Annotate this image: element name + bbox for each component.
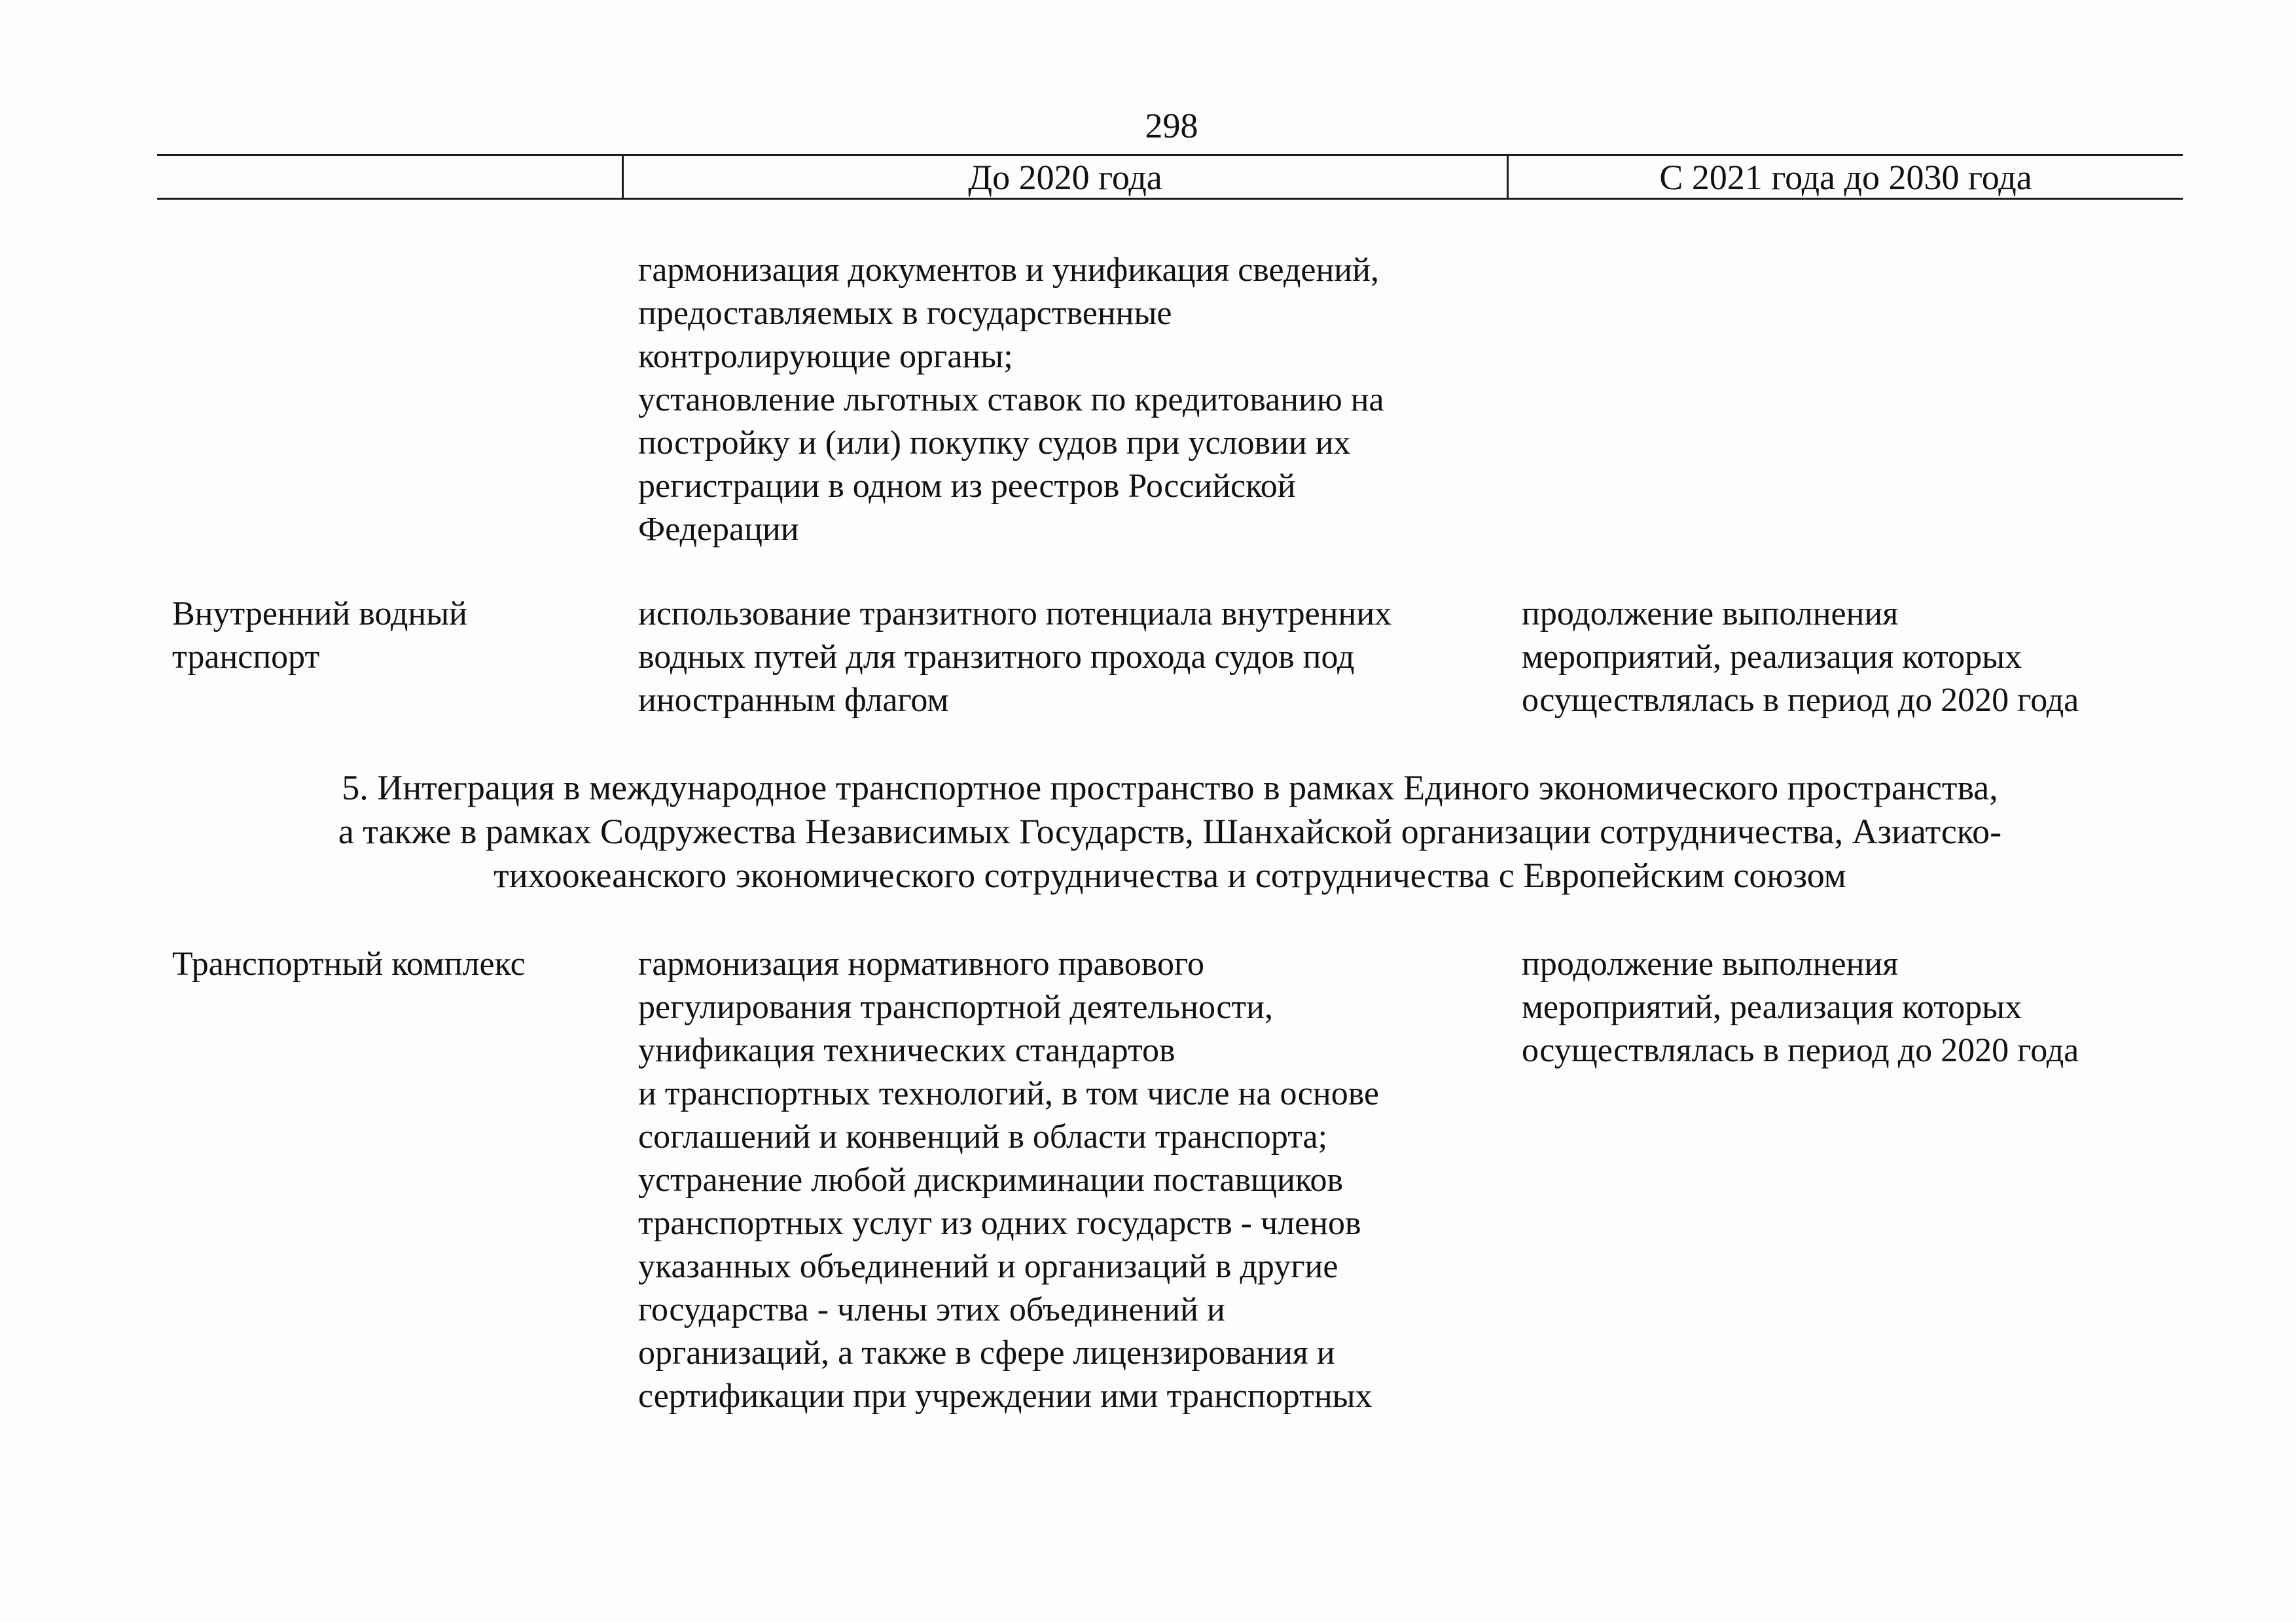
text-line: указанных объединений и организаций в другие <box>638 1248 1338 1285</box>
text-line: иностранным флагом <box>638 682 949 719</box>
text-line: регистрации в одном из реестров Российской <box>638 467 1296 505</box>
text-line: использование транзитного потенциала внутренних <box>638 595 1392 632</box>
section-heading-line: 5. Интеграция в международное транспортное пространство в рамках Единого экономического пространства, <box>342 768 1998 807</box>
text-line: Федерации <box>638 511 799 548</box>
text-line: Внутренний водный <box>172 595 468 632</box>
text-line: продолжение выполнения <box>1522 945 1899 983</box>
text-line: унификация технических стандартов <box>638 1032 1175 1069</box>
text-line: продолжение выполнения <box>1522 595 1899 632</box>
text-line: Транспортный комплекс <box>172 945 526 983</box>
text-line: гармонизация нормативного правового <box>638 945 1205 983</box>
table-header-top-rule <box>157 154 2183 156</box>
text-line: постройку и (или) покупку судов при условии их <box>638 424 1351 462</box>
text-line: государства - члены этих объединений и <box>638 1291 1225 1328</box>
text-line: осуществлялась в период до 2020 года <box>1522 682 2079 719</box>
section-row-measures-until-2020 <box>638 943 1379 1418</box>
table-header-period-2021-2030: С 2021 года до 2030 года <box>1659 158 2032 197</box>
row-1-measures-until-2020 <box>638 249 1384 551</box>
text-line: сертификации при учреждении ими транспортных <box>638 1377 1372 1415</box>
text-line: предоставляемых в государственные <box>638 295 1172 332</box>
section-heading <box>157 766 2183 898</box>
text-line: и транспортных технологий, в том числе на основе <box>638 1075 1380 1112</box>
row-2-measures-until-2020 <box>638 593 1391 722</box>
text-line: транспорт <box>172 638 320 676</box>
page-number: 298 <box>1145 106 1198 145</box>
text-line: организаций, а также в сфере лицензирования и <box>638 1334 1335 1372</box>
text-line: мероприятий, реализация которых <box>1522 638 2022 676</box>
text-line: мероприятий, реализация которых <box>1522 989 2022 1026</box>
section-row-measures-2021-2030 <box>1522 943 2079 1072</box>
section-heading-line: тихоокеанского экономического сотрудничества и сотрудничества с Европейским союзом <box>493 856 1846 895</box>
text-line: устранение любой дискриминации поставщиков <box>638 1161 1344 1199</box>
text-line: регулирования транспортной деятельности, <box>638 989 1273 1026</box>
text-line: контролирующие органы; <box>638 338 1013 375</box>
text-line: установление льготных ставок по кредитованию на <box>638 381 1384 418</box>
row-2-measures-2021-2030 <box>1522 593 2079 722</box>
text-line: соглашений и конвенций в области транспорта; <box>638 1118 1328 1156</box>
section-heading-line: а также в рамках Содружества Независимых Государств, Шанхайской организации сотрудничества, Азиатско- <box>338 812 2002 851</box>
table-header-period-until-2020: До 2020 года <box>968 158 1162 197</box>
text-line: осуществлялась в период до 2020 года <box>1522 1032 2079 1069</box>
section-row-transport-type <box>172 943 526 986</box>
text-line: гармонизация документов и унификация сведений, <box>638 251 1379 289</box>
table-header-bottom-rule <box>157 198 2183 200</box>
text-line: водных путей для транзитного прохода судов под <box>638 638 1355 676</box>
text-line: транспортных услуг из одних государств - членов <box>638 1205 1361 1242</box>
row-2-transport-type <box>172 593 467 679</box>
